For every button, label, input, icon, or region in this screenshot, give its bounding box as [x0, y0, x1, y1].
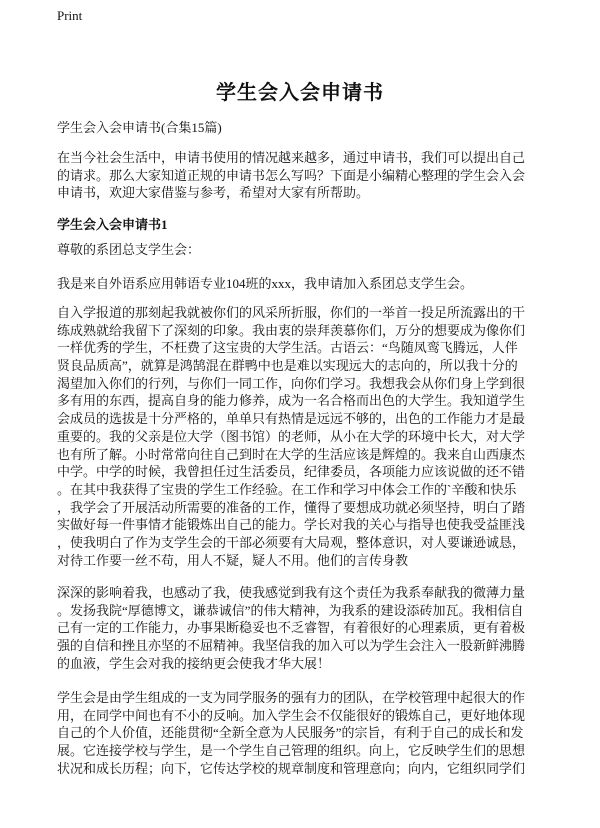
- text-line: 对待工作要一丝不苟，用人不疑，疑人不用。他们的言传身教: [57, 552, 409, 568]
- text-line: 重要的。我的父亲是位大学（图书馆）的老师，从小在大学的环境中长大，对大学: [57, 428, 526, 444]
- body-paragraph-4: [57, 689, 557, 777]
- section-heading: [57, 216, 557, 234]
- subtitle: [57, 119, 557, 137]
- text-line: 在当今社会生活中，申请书使用的情况越来越多，通过申请书，我们可以提出自己: [57, 150, 526, 165]
- print-link[interactable]: Print: [57, 8, 83, 23]
- body-paragraph-2: [57, 304, 557, 569]
- text-line: 的请求。那么大家知道正规的申请书怎么写吗？下面是小编精心整理的学生会入会: [57, 167, 526, 183]
- text-line: 也有所了解。小时常常向往自己到时在大学的生活应该是辉煌的。我来自山西康杰: [57, 446, 526, 462]
- text-line: 己有一定的工作能力，办事果断稳妥也不乏睿智，有着很好的心理素质，更有着极: [57, 620, 526, 636]
- salutation: [57, 241, 557, 259]
- text-line: 实做好每一件事情才能锻炼出自己的能力。学长对我的关心与指导也使我受益匪浅: [57, 517, 526, 533]
- text-line: ，我学会了开展活动所需要的准备的工作，懂得了要想成功就必须坚持，明白了踏: [57, 499, 526, 515]
- text-line: 用，在同学中间也有不小的反响。加入学生会不仅能很好的锻炼自己，更好地体现: [57, 707, 526, 723]
- text-line: 一样优秀的学生，不枉费了这宝贵的大学生活。古语云：“鸟随凤鸾飞腾远，人伴: [57, 340, 518, 356]
- text-line: 。在其中我获得了宝贵的学生工作经验。在工作和学习中体会工作的`辛酸和快乐: [57, 481, 517, 497]
- text-line: 状况和成长历程；向下，它传达学校的规章制度和管理意向；向内，它组织同学们: [57, 760, 526, 776]
- text-line: 自己的个人价值，还能贯彻“全新全意为人民服务”的宗旨，有利于自己的成长和发: [57, 725, 524, 741]
- text-line: 贤良品质高”，就算是鸿鹄混在群鸭中也是难以实现远大的志向的，所以我十分的: [57, 358, 518, 374]
- text-line: 。发扬我院“厚德博文，谦恭诚信”的伟大精神，为我系的建设添砖加瓦。我相信自: [57, 602, 524, 618]
- self-intro-text: 我是来自外语系应用韩语专业104班的xxx，我申请加入系团总支学生会。: [57, 276, 474, 291]
- text-line: 会成员的选拔是十分严格的，单单只有热情是远远不够的，出色的工作能力才是最: [57, 411, 526, 427]
- text-line: 的血液，学生会对我的接纳更会使我才华大展！: [57, 655, 331, 671]
- page-title: 学生会入会申请书: [216, 80, 384, 104]
- text-line: 自入学报道的那刻起我就被你们的风采所折服，你们的一举首一投足所流露出的干: [57, 305, 526, 320]
- text-line: 深深的影响着我，也感动了我，使我感觉到我有这个责任为我系奉献我的微薄力量: [57, 585, 526, 600]
- section-heading-text: 学生会入会申请书1: [57, 217, 168, 232]
- text-line: 申请书，欢迎大家借鉴与参考，希望对大家有所帮助。: [57, 185, 370, 201]
- text-line: 多有用的东西，提高自身的能力修养，成为一名合格而出色的大学生。我知道学生: [57, 393, 526, 409]
- salutation-text: 尊敬的系团总支学生会：: [57, 242, 201, 257]
- self-intro: [57, 275, 557, 293]
- text-line: 强的自信和挫且亦坚的不屈精神。我坚信我的加入可以为学生会注入一股新鲜沸腾: [57, 638, 526, 654]
- text-line: 渴望加入你们的行列，与你们一同工作，向你们学习。我想我会从你们身上学到很: [57, 375, 526, 391]
- text-line: 中学。中学的时候，我曾担任过生活委员，纪律委员，各项能力应该说做的还不错: [57, 464, 526, 480]
- subtitle-text: 学生会入会申请书(合集15篇): [57, 120, 222, 135]
- text-line: 练成熟就给我留下了深刻的印象。我由衷的崇拜羡慕你们，万分的想要成为像你们: [57, 322, 526, 338]
- text-line: ，使我明白了作为支学生会的干部必须要有大局观，整体意识，对人要谦逊诚恳，: [57, 534, 526, 550]
- text-line: 展。它连接学校与学生，是一个学生自己管理的组织。向上，它反映学生们的思想: [57, 743, 526, 759]
- intro-paragraph: [57, 149, 557, 202]
- text-line: 学生会是由学生组成的一支为同学服务的强有力的团队，在学校管理中起很大的作: [57, 690, 526, 705]
- body-paragraph-3: [57, 584, 557, 672]
